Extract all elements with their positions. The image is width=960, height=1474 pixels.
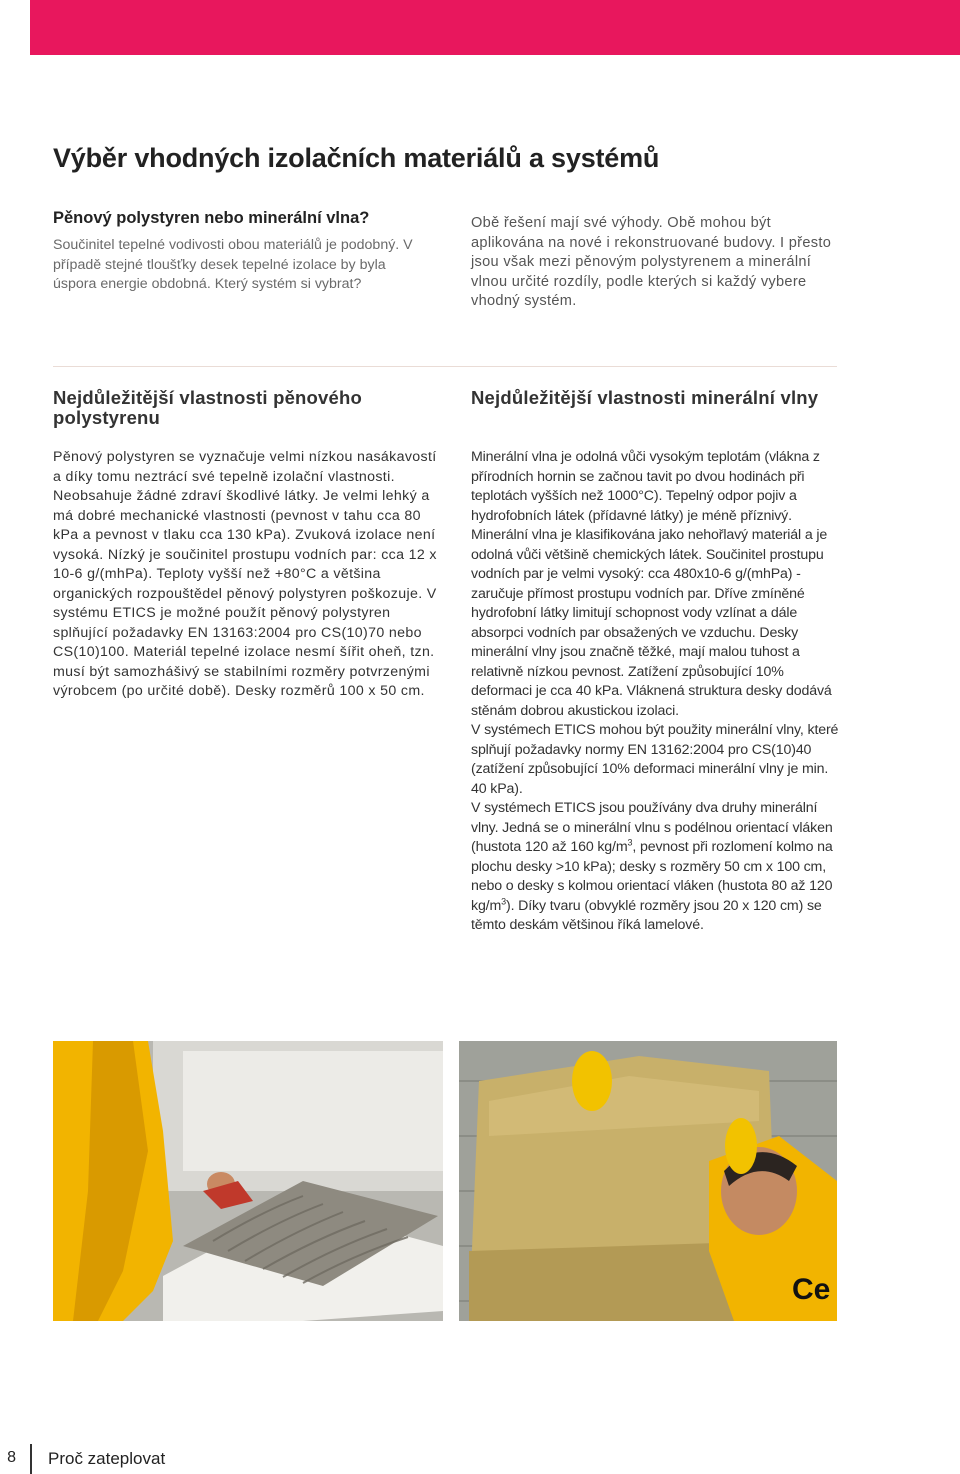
footer-separator bbox=[30, 1444, 32, 1474]
page-number: 8 bbox=[7, 1449, 16, 1466]
mineral-wool-paragraph-2: V systémech ETICS mohou být použity minerální vlny, které splňují požadavky normy EN 13162:2004 pro CS(10)40 (zatížení způsobující 10% deformaci minerální vlny je min. 40 kPa). bbox=[471, 722, 839, 797]
intro-heading: Pěnový polystyren nebo minerální vlna? bbox=[53, 209, 370, 227]
worker-placing-mineral-wool-photo bbox=[459, 1041, 837, 1321]
eps-boards-illustration bbox=[53, 1041, 443, 1321]
polystyrene-text bbox=[53, 448, 438, 702]
mineral-wool-heading: Nejdůležitější vlastnosti minerální vlny bbox=[471, 387, 819, 408]
polystyrene-paragraph: Pěnový polystyren se vyznačuje velmi nízkou nasákavostí a díky tomu neztrácí své tepelně izolační vlastnosti. Neobsahuje žádné zdraví škodlivé látky. Je velmi lehký a má dobré mechanické vlastnosti (pevnost v tahu cca 80 kPa a pevnost v tlaku cca 130 kPa). Zvuková izolace není vysoká. Nízký je součinitel prostupu vodních par: cca 12 x 10-6 g/(mhPa). Teploty vyšší než +80°C a většina organických rozpouštědel pěnový polystyren poškozuje. V systému ETICS je možné použít pěnový polystyren splňující požadavky EN 13163:2004 pro CS(10)70 nebo CS(10)100. Materiál tepelné izolace nesmí šířit oheň, tzn. musí být samozhášivý se stabilními rozměry potvrzenými výrobcem (po určité době). Desky rozměrů 100 x 50 cm. bbox=[53, 449, 437, 699]
logo-text: Ce bbox=[792, 1273, 831, 1306]
mineral-wool-paragraph-3: V systémech ETICS jsou používány dva druhy minerální vlny. Jedná se o minerální vlnu s podélnou orientací vláken (hustota 120 až 160 $kg/m^3$, pevnost při rozlomení kolmo na plochu desky >10 kPa); desky s rozměry 50 cm x 100 cm, nebo o desky s kolmou orientací vláken (hustota 80 až 120 $kg/m^3$). Díky tvaru (obvyklé rozměry jsou 20 x 120 cm) se těmto deskám většinou říká lamelové. bbox=[471, 800, 833, 933]
mineral-wool-illustration bbox=[459, 1041, 837, 1321]
top-accent-bar bbox=[30, 0, 960, 55]
mineral-wool-text bbox=[471, 448, 841, 936]
mineral-wool-paragraph-1: Minerální vlna je odolná vůči vysokým teplotám (vlákna z přírodních hornin se začnou tavit po dvou hodinách při teplotách vyšších než 1000°C). Tepelný odpor pojiv a hydrofobních látek (přídavné látky) je méně příznivý. Minerální vlna je klasifikována jako nehořlavý materiál a je odolná vůči většině chemických látek. Součinitel prostupu vodních par je velmi vysoký: cca 480x10-6 g/(mhPa) -zaručuje přímost prostupu vodních par. Dříve zmíněné hydrofobní látky limitují schopnost vody vzlínat a dále absorpci vodních par obsažených ve vzduchu. Desky minerální vlny jsou značně těžké, mají malou tuhost a relativně nízkou pevnost. Zatížení způsobující 10% deformaci je cca 40 kPa. Vláknená struktura desky dodává stěnám dobrou akustickou izolaci. bbox=[471, 449, 832, 719]
section-divider bbox=[53, 366, 837, 367]
footer-section-title: Proč zateplovat bbox=[48, 1449, 166, 1468]
page-title: Výběr vhodných izolačních materiálů a systémů bbox=[53, 143, 660, 173]
intro-right-text: Obě řešení mají své výhody. Obě mohou být aplikována na nové i rekonstruované budovy. I přesto jsou však mezi pěnovým polystyrenem a minerální vlnou určité rozdíly, podle kterých si každý vybere vhodný systém. bbox=[471, 215, 832, 309]
intro-left-text: Součinitel tepelné vodivosti obou materiálů je podobný. V případě stejné tloušťky desek tepelné izolace by byla úspora energie obdobná. Který systém si vybrat? bbox=[53, 237, 413, 292]
polystyrene-heading: Nejdůležitější vlastnosti pěnového polystyrenu bbox=[53, 387, 363, 428]
worker-applying-adhesive-photo bbox=[53, 1041, 443, 1321]
